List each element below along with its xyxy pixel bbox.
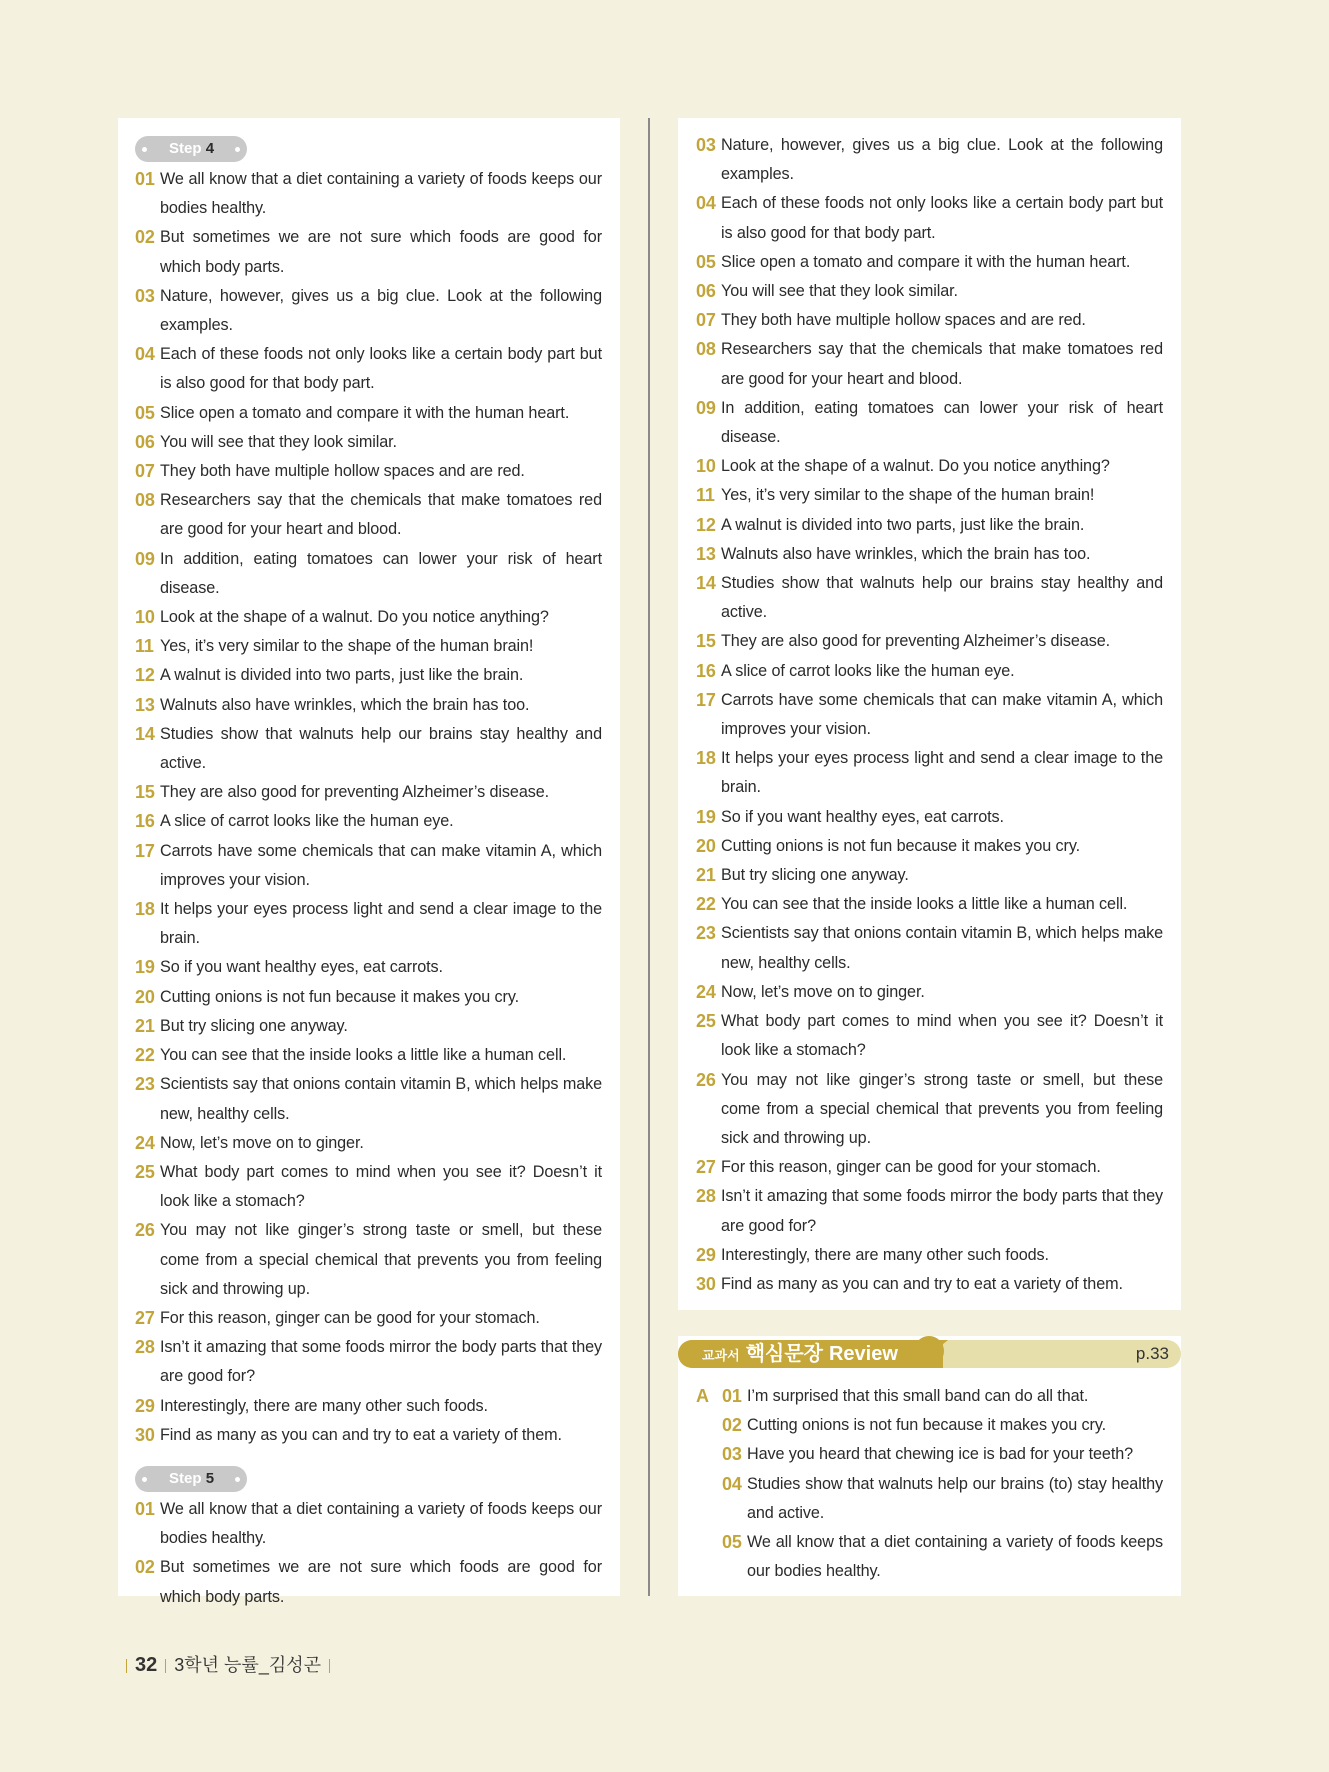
sentence-line bbox=[722, 1528, 1163, 1586]
sentence-number: 30 bbox=[135, 1424, 155, 1445]
sentence-number: 08 bbox=[135, 490, 155, 511]
sentence-number: 23 bbox=[135, 1074, 155, 1095]
sentence-line bbox=[135, 1392, 602, 1421]
sentence-text: Find as many as you can and try to eat a variety of them. bbox=[721, 1274, 1123, 1293]
sentence-text: In addition, eating tomatoes can lower your risk of heart disease. bbox=[721, 398, 1163, 447]
sentence-text: We all know that a diet containing a variety of foods keeps our bodies healthy. bbox=[747, 1533, 1163, 1581]
sentence-number: 02 bbox=[135, 1557, 155, 1578]
step-number: 5 bbox=[205, 1469, 215, 1487]
footer-divider bbox=[165, 1659, 166, 1673]
sentence-text: Yes, it’s very similar to the shape of the human brain! bbox=[160, 637, 534, 656]
sentence-number: 29 bbox=[135, 1395, 155, 1416]
sentence-line bbox=[722, 1440, 1163, 1469]
sentence-line bbox=[135, 399, 602, 428]
sentence-text: Have you heard that chewing ice is bad for your teeth? bbox=[747, 1445, 1134, 1464]
sentence-line bbox=[135, 1553, 602, 1611]
sentence-text: Cutting onions is not fun because it makes you cry. bbox=[721, 836, 1081, 855]
sentence-text: But sometimes we are not sure which foods are good for which body parts. bbox=[160, 1558, 602, 1606]
sentence-number: 08 bbox=[696, 339, 716, 360]
sentence-line bbox=[696, 803, 1163, 832]
sentence-text: Yes, it’s very similar to the shape of the human brain! bbox=[721, 486, 1095, 505]
dot-icon bbox=[142, 1477, 147, 1482]
review-section bbox=[678, 1336, 1181, 1596]
sentence-line bbox=[696, 744, 1163, 802]
sentence-line bbox=[696, 540, 1163, 569]
sentence-line bbox=[135, 661, 602, 690]
sentence-number: 26 bbox=[696, 1069, 716, 1090]
dot-icon bbox=[235, 1477, 240, 1482]
sentence-line bbox=[696, 978, 1163, 1007]
sentence-line bbox=[135, 691, 602, 720]
sentence-number: 13 bbox=[135, 694, 155, 715]
sentence-line bbox=[696, 452, 1163, 481]
sentence-text: Researchers say that the chemicals that make tomatoes red are good for your heart and blood. bbox=[721, 340, 1163, 388]
sentence-text: It helps your eyes process light and send a clear image to the brain. bbox=[160, 900, 602, 948]
sentence-number: 20 bbox=[696, 835, 716, 856]
step-5-badge bbox=[135, 1466, 247, 1492]
sentence-number: 11 bbox=[135, 636, 154, 657]
sentence-number: 21 bbox=[696, 865, 716, 886]
sentence-line bbox=[696, 248, 1163, 277]
sentence-line bbox=[135, 1070, 602, 1128]
sentence-line bbox=[135, 545, 602, 603]
sentence-number: 07 bbox=[135, 461, 155, 482]
sentence-line bbox=[696, 861, 1163, 890]
sentence-number: 03 bbox=[135, 285, 155, 306]
review-prefix: 교과서 bbox=[702, 1348, 740, 1363]
sentence-line bbox=[696, 1007, 1163, 1065]
sentence-number: 05 bbox=[696, 251, 716, 272]
sentence-line bbox=[696, 627, 1163, 656]
sentence-line bbox=[696, 394, 1163, 452]
sentence-text: Scientists say that onions contain vitamin B, which helps make new, healthy cells. bbox=[721, 924, 1163, 972]
sentence-number: 15 bbox=[696, 631, 716, 652]
sentence-number: 30 bbox=[696, 1273, 716, 1294]
sentence-text: They are also good for preventing Alzheimer’s disease. bbox=[160, 783, 550, 802]
sentence-text: Nature, however, gives us a big clue. Look at the following examples. bbox=[160, 286, 602, 335]
sentence-number: 16 bbox=[696, 660, 716, 681]
sentence-number: 12 bbox=[696, 514, 716, 535]
step-4-badge bbox=[135, 136, 247, 162]
sentence-line bbox=[135, 1304, 602, 1333]
sentence-text: Walnuts also have wrinkles, which the brain has too. bbox=[160, 695, 530, 714]
sentence-number: 24 bbox=[135, 1132, 155, 1153]
step-label: Step bbox=[169, 1469, 202, 1487]
sentence-text: Each of these foods not only looks like a certain body part but is also good for that body part. bbox=[160, 345, 602, 393]
sentence-number: 07 bbox=[696, 310, 716, 331]
sentence-text: Isn’t it amazing that some foods mirror the body parts that they are good for? bbox=[160, 1338, 602, 1386]
sentence-line bbox=[696, 832, 1163, 861]
sentence-text: They both have multiple hollow spaces and are red. bbox=[160, 462, 525, 481]
sentence-text: Researchers say that the chemicals that make tomatoes red are good for your heart and blood. bbox=[160, 491, 602, 539]
review-sentence-list bbox=[722, 1382, 1163, 1586]
sentence-line bbox=[696, 131, 1163, 189]
step-4-sentence-list bbox=[135, 165, 602, 1450]
sentence-line bbox=[135, 1495, 602, 1553]
circle-icon bbox=[914, 1336, 944, 1366]
sentence-number: 24 bbox=[696, 981, 716, 1002]
sentence-number: 13 bbox=[696, 543, 716, 564]
sentence-number: 09 bbox=[135, 548, 155, 569]
column-divider bbox=[648, 118, 650, 1596]
sentence-line bbox=[135, 1129, 602, 1158]
right-column bbox=[678, 118, 1181, 1310]
footer-divider bbox=[329, 1659, 330, 1673]
sentence-number: 22 bbox=[135, 1045, 155, 1066]
sentence-number: 03 bbox=[696, 135, 716, 155]
sentence-number: 20 bbox=[135, 986, 155, 1007]
sentence-text: Carrots have some chemicals that can make vitamin A, which improves your vision. bbox=[721, 690, 1163, 739]
sentence-text: In addition, eating tomatoes can lower your risk of heart disease. bbox=[160, 549, 602, 597]
review-header bbox=[678, 1336, 1181, 1368]
review-korean-title: 핵심문장 bbox=[745, 1343, 823, 1365]
sentence-line bbox=[135, 1216, 602, 1304]
step-number: 4 bbox=[205, 140, 215, 157]
sentence-text: We all know that a diet containing a variety of foods keeps our bodies healthy. bbox=[160, 1499, 602, 1548]
sentence-text: You may not like ginger’s strong taste or smell, but these come from a special chemical that prevents you from feeling sick and throwing up. bbox=[721, 1070, 1163, 1147]
sentence-number: 25 bbox=[135, 1161, 155, 1182]
dot-icon bbox=[235, 147, 240, 152]
sentence-line bbox=[696, 569, 1163, 627]
sentence-number: 22 bbox=[696, 894, 716, 915]
sentence-line bbox=[135, 340, 602, 398]
sentence-line bbox=[696, 511, 1163, 540]
sentence-text: Studies show that walnuts help our brains stay healthy and active. bbox=[721, 574, 1163, 622]
sentence-line bbox=[135, 632, 602, 661]
sentence-number: 28 bbox=[135, 1337, 155, 1358]
sentence-number: 17 bbox=[135, 840, 155, 861]
sentence-line bbox=[135, 895, 602, 953]
step-5-sentence-list bbox=[135, 1495, 602, 1612]
sentence-line bbox=[135, 428, 602, 457]
sentence-number: 27 bbox=[135, 1307, 155, 1328]
sentence-number: 04 bbox=[135, 344, 155, 365]
sentence-text: Studies show that walnuts help our brains stay healthy and active. bbox=[160, 724, 602, 773]
sentence-text: Cutting onions is not fun because it makes you cry. bbox=[747, 1416, 1107, 1435]
sentence-text: You will see that they look similar. bbox=[160, 432, 397, 451]
sentence-number: 18 bbox=[696, 748, 716, 769]
sentence-number: 11 bbox=[696, 485, 715, 506]
sentence-text: Now, let’s move on to ginger. bbox=[160, 1133, 364, 1152]
sentence-line bbox=[696, 890, 1163, 919]
sentence-text: But sometimes we are not sure which foods are good for which body parts. bbox=[160, 228, 602, 276]
sentence-number: 15 bbox=[135, 782, 155, 803]
sentence-text: A slice of carrot looks like the human eye. bbox=[160, 812, 454, 831]
sentence-line bbox=[135, 457, 602, 486]
sentence-number: 18 bbox=[135, 899, 155, 920]
sentence-number: 04 bbox=[722, 1473, 742, 1494]
sentence-number: 26 bbox=[135, 1220, 155, 1241]
sentence-line bbox=[135, 486, 602, 544]
sentence-text: We all know that a diet containing a variety of foods keeps our bodies healthy. bbox=[160, 170, 602, 218]
sentence-number: 29 bbox=[696, 1244, 716, 1265]
sentence-text: Look at the shape of a walnut. Do you notice anything? bbox=[721, 457, 1110, 476]
sentence-text: Each of these foods not only looks like a certain body part but is also good for that body part. bbox=[721, 194, 1163, 242]
sentence-number: 02 bbox=[722, 1415, 742, 1436]
sentence-text: I’m surprised that this small band can do all that. bbox=[747, 1387, 1089, 1405]
sentence-text: It helps your eyes process light and send a clear image to the brain. bbox=[721, 749, 1163, 797]
sentence-text: Scientists say that onions contain vitamin B, which helps make new, healthy cells. bbox=[160, 1075, 602, 1123]
sentence-line bbox=[722, 1382, 1163, 1411]
sentence-line bbox=[135, 1158, 602, 1216]
sentence-line bbox=[696, 481, 1163, 510]
sentence-number: 09 bbox=[696, 397, 716, 418]
sentence-line bbox=[696, 306, 1163, 335]
sentence-text: Carrots have some chemicals that can make vitamin A, which improves your vision. bbox=[160, 841, 602, 889]
sentence-number: 27 bbox=[696, 1157, 716, 1178]
sentence-number: 12 bbox=[135, 665, 155, 686]
sentence-number: 01 bbox=[135, 169, 155, 189]
sentence-number: 21 bbox=[135, 1015, 155, 1036]
step-5-sentence-list-continued bbox=[696, 131, 1163, 1299]
sentence-text: What body part comes to mind when you see it? Doesn’t it look like a stomach? bbox=[160, 1162, 602, 1211]
sentence-number: 05 bbox=[135, 402, 155, 423]
sentence-text: Studies show that walnuts help our brains (to) stay healthy and active. bbox=[747, 1474, 1163, 1522]
sentence-text: Interestingly, there are many other such foods. bbox=[721, 1245, 1049, 1264]
sentence-text: You can see that the inside looks a little like a human cell. bbox=[160, 1046, 567, 1065]
sentence-text: You will see that they look similar. bbox=[721, 282, 958, 301]
sentence-text: Nature, however, gives us a big clue. Look at the following examples. bbox=[721, 136, 1163, 184]
sentence-line bbox=[135, 720, 602, 778]
sentence-number: 23 bbox=[696, 923, 716, 944]
sentence-line bbox=[135, 1041, 602, 1070]
sentence-text: They both have multiple hollow spaces and are red. bbox=[721, 311, 1086, 330]
sentence-number: 19 bbox=[135, 957, 155, 978]
footer-divider bbox=[126, 1659, 127, 1673]
sentence-line bbox=[696, 189, 1163, 247]
sentence-number: 10 bbox=[696, 456, 716, 477]
sentence-line bbox=[135, 1012, 602, 1041]
sentence-text: Cutting onions is not fun because it makes you cry. bbox=[160, 987, 520, 1006]
sentence-text: Find as many as you can and try to eat a variety of them. bbox=[160, 1425, 562, 1444]
sentence-line bbox=[696, 686, 1163, 744]
sentence-text: So if you want healthy eyes, eat carrots. bbox=[160, 958, 443, 977]
sentence-line bbox=[135, 953, 602, 982]
book-title: 3학년 능률_김성곤 bbox=[174, 1655, 321, 1675]
sentence-text: A walnut is divided into two parts, just like the brain. bbox=[160, 666, 524, 685]
sentence-number: 10 bbox=[135, 607, 155, 628]
sentence-line bbox=[696, 277, 1163, 306]
sentence-number: 06 bbox=[696, 281, 716, 302]
sentence-text: Now, let’s move on to ginger. bbox=[721, 982, 925, 1001]
sentence-text: But try slicing one anyway. bbox=[721, 866, 909, 885]
sentence-number: 17 bbox=[696, 689, 716, 710]
sentence-number: 05 bbox=[722, 1532, 742, 1553]
sentence-text: Isn’t it amazing that some foods mirror the body parts that they are good for? bbox=[721, 1187, 1163, 1235]
sentence-line bbox=[696, 919, 1163, 977]
review-title bbox=[702, 1340, 898, 1368]
page-number: 32 bbox=[135, 1654, 158, 1676]
sentence-line bbox=[722, 1470, 1163, 1528]
sentence-text: But try slicing one anyway. bbox=[160, 1016, 348, 1035]
sentence-line bbox=[135, 983, 602, 1012]
sentence-text: What body part comes to mind when you see it? Doesn’t it look like a stomach? bbox=[721, 1012, 1163, 1060]
sentence-number: 03 bbox=[722, 1444, 742, 1465]
review-page-ref: p.33 bbox=[1135, 1344, 1169, 1363]
sentence-number: 16 bbox=[135, 811, 155, 832]
sentence-text: You can see that the inside looks a little like a human cell. bbox=[721, 895, 1128, 914]
left-column bbox=[118, 118, 620, 1606]
sentence-text: A slice of carrot looks like the human eye. bbox=[721, 661, 1015, 680]
sentence-line bbox=[135, 807, 602, 836]
sentence-text: For this reason, ginger can be good for your stomach. bbox=[721, 1158, 1101, 1177]
review-body bbox=[696, 1382, 1163, 1586]
sentence-text: A walnut is divided into two parts, just like the brain. bbox=[721, 515, 1085, 534]
sentence-number: 01 bbox=[135, 1498, 155, 1519]
sentence-number: 14 bbox=[135, 723, 155, 744]
sentence-line bbox=[696, 1153, 1163, 1182]
sentence-line bbox=[696, 335, 1163, 393]
step-label: Step bbox=[169, 140, 202, 157]
sentence-line bbox=[135, 223, 602, 281]
sentence-text: Walnuts also have wrinkles, which the brain has too. bbox=[721, 544, 1091, 563]
sentence-line bbox=[696, 1270, 1163, 1299]
sentence-text: For this reason, ginger can be good for your stomach. bbox=[160, 1308, 540, 1327]
sentence-number: 06 bbox=[135, 431, 155, 452]
sentence-line bbox=[135, 837, 602, 895]
sentence-line bbox=[696, 1066, 1163, 1154]
sentence-text: Slice open a tomato and compare it with the human heart. bbox=[721, 252, 1131, 271]
sentence-line bbox=[696, 1241, 1163, 1270]
sentence-number: 01 bbox=[722, 1386, 742, 1406]
review-section-label: A bbox=[696, 1386, 709, 1406]
sentence-number: 04 bbox=[696, 193, 716, 214]
sentence-line bbox=[696, 657, 1163, 686]
sentence-line bbox=[135, 603, 602, 632]
sentence-text: Interestingly, there are many other such foods. bbox=[160, 1396, 488, 1415]
sentence-number: 19 bbox=[696, 806, 716, 827]
sentence-line bbox=[135, 282, 602, 340]
sentence-line bbox=[135, 1421, 602, 1450]
sentence-text: Slice open a tomato and compare it with the human heart. bbox=[160, 403, 570, 422]
sentence-text: So if you want healthy eyes, eat carrots. bbox=[721, 807, 1004, 826]
sentence-line bbox=[135, 778, 602, 807]
dot-icon bbox=[142, 147, 147, 152]
sentence-number: 02 bbox=[135, 227, 155, 248]
sentence-line bbox=[135, 1333, 602, 1391]
sentence-line bbox=[722, 1411, 1163, 1440]
sentence-number: 28 bbox=[696, 1186, 716, 1207]
sentence-line bbox=[696, 1182, 1163, 1240]
sentence-text: Look at the shape of a walnut. Do you notice anything? bbox=[160, 608, 549, 627]
sentence-line bbox=[135, 165, 602, 223]
sentence-number: 14 bbox=[696, 573, 716, 594]
review-english-title: Review bbox=[828, 1343, 898, 1365]
sentence-text: You may not like ginger’s strong taste or smell, but these come from a special chemical that prevents you from feeling sick and throwing up. bbox=[160, 1221, 602, 1298]
page-footer bbox=[118, 1652, 338, 1678]
sentence-text: They are also good for preventing Alzheimer’s disease. bbox=[721, 632, 1111, 651]
sentence-number: 25 bbox=[696, 1011, 716, 1032]
